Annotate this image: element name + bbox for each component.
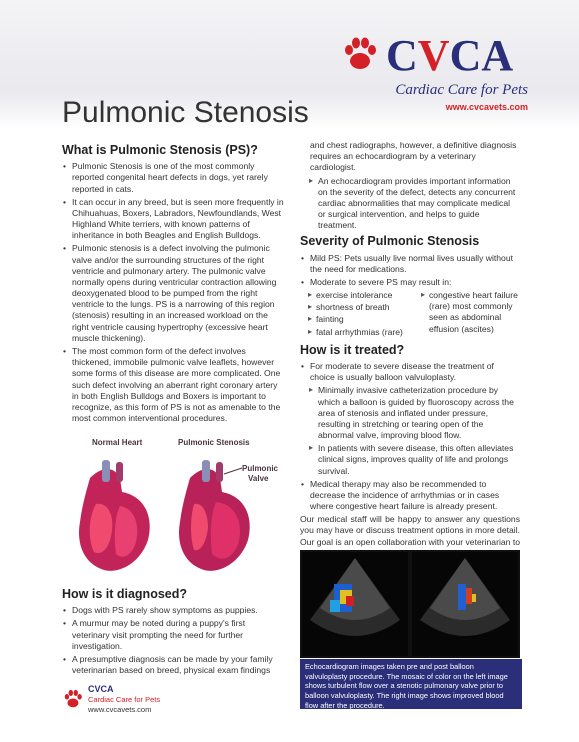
treated-sub-list [310,385,520,476]
footer [62,684,262,724]
what-heading: What is Pulmonic Stenosis (PS)? [62,143,258,157]
echo-drawings [300,550,520,658]
list-item: • A presumptive diagnosis can be made by your family veterinarian based on breed, physical exam findings [62,654,284,676]
right-column [300,140,520,570]
list-item: ▸ In patients with severe disease, this often alleviates clinical signs, improves quality of life and prolongs survival. [300,443,520,477]
list-item: • Moderate to severe PS may result in: [300,277,520,288]
paw-icon-small [62,688,84,710]
list-item: • Mild PS: Pets usually live normal lives usually without the need for medications. [300,253,520,275]
page-title: Pulmonic Stenosis [62,96,309,129]
brand-logo [340,30,540,110]
ps-heart-label: Pulmonic Stenosis [178,438,250,447]
footer-url[interactable]: www.cvcavets.com [88,705,152,714]
symptom-list-1 [300,290,407,339]
list-item: • Pulmonic stenosis is a defect involving the pulmonic valve and/or the surrounding structures of the right ventricle and pulmonary artery. The pulmonic valve normally opens during ventricular contraction allowing deoxygenated blood to be pumped from the right ventricle to the lungs. PS is a narrowing of this region (stenosis) resulting in an increased workload on the right ventricle causing hypertrophy (excessive heart muscle thickening). [62,243,284,344]
list-item: • It can occur in any breed, but is seen more frequently in Chihuahuas, Boxers, Labradors, Newfoundlands, West Highland White terriers, with known patterns of inheritance in both Beagles and English Bulldogs. [62,197,284,242]
footer-tagline: Cardiac Care for Pets [88,695,161,704]
pulmonic-valve-label-2: Valve [248,474,269,483]
brand-tagline: Cardiac Care for Pets [395,82,528,98]
left-column [62,140,284,426]
list-item: ▸ fatal arrhythmias (rare) [300,327,407,338]
normal-heart-drawing [79,460,150,571]
list-item: ▸ fainting [300,314,407,325]
normal-heart-label: Normal Heart [92,438,143,447]
severity-symptoms [300,290,520,339]
diagnosed-sub-list [300,176,520,232]
list-item: ▸ congestive heart failure (rare) most commonly seen as abdominal effusion (ascites) [413,290,520,335]
diagnosed-heading: How is it diagnosed? [62,587,188,601]
echo-caption: Echocardiogram images taken pre and post balloon valvuloplasty procedure. The mosaic of color on the left image shows turbulent flow over a stenotic pulmonary valve prior to balloon valvuloplasty. The right image shows improved blood flow after the procedure. [300,659,522,709]
treated-main: For moderate to severe disease the treatment of choice is usually balloon valvuloplasty. [310,361,494,383]
diagnosed-list [62,605,284,676]
heart-illustration [62,438,282,578]
list-item: • The most common form of the defect involves thickened, immobile pulmonic valve leaflets, however some forms of this disease are more complicated. One such defect involving an aberrant right coronary artery in both English Bulldogs and Boxers is important to recognize, as this form of PS is not as amenable to the most common interventional procedures. [62,346,284,424]
treated-list [300,361,520,512]
paw-icon [340,34,380,74]
what-list [62,161,284,424]
footer-name: CVCA [88,684,114,694]
severity-heading: Severity of Pulmonic Stenosis [300,234,480,249]
list-item: ▸ exercise intolerance [300,290,407,301]
severity-list [300,253,520,289]
list-item: • Pulmonic Stenosis is one of the most commonly reported congenital heart defects in dogs, yet rarely reported in cats. [62,161,284,195]
echocardiogram-images [300,550,520,658]
list-item: ▸ shortness of breath [300,302,407,313]
brand-name: CVCA [386,31,514,80]
list-item: ▸ An echocardiogram provides important information on the severity of the defect, detects any concurrent cardiac abnormalities that may complicate medical or surgical intervention, and helps to guide treatment. [300,176,520,232]
closing-paragraph: Our medical staff will be happy to answer any questions you may have or discuss treatment options in more detail. Our goal is an open collaboration with your veterinarian to [300,514,520,547]
heart-drawings [62,452,282,578]
diagnosed-section [62,584,284,678]
brand-url[interactable]: www.cvcavets.com [445,102,528,112]
diagnosed-continued: and chest radiographs, however, a definitive diagnosis requires an echocardiogram by a veterinary cardiologist. [310,140,517,173]
list-item: ▸ Minimally invasive catheterization procedure by which a balloon is guided by fluoroscopy across the area of stenosis and inflated under pressure, resulting in stretching or tearing open of the abnormal valve, improving blood flow. [300,385,520,441]
list-item [300,361,520,477]
treated-heading: How is it treated? [300,342,405,357]
list-item: • A murmur may be noted during a puppy's first veterinary visit prompting the need for further investigation. [62,618,284,652]
list-item: • Dogs with PS rarely show symptoms as puppies. [62,605,284,616]
ps-heart-drawing [179,460,250,571]
list-item: • Medical therapy may also be recommended to decrease the incidence of arrhythmias or in cases where congestive heart failure is already present. [300,479,520,513]
pulmonic-valve-label: Pulmonic [242,464,279,473]
symptom-list-2 [413,290,520,339]
